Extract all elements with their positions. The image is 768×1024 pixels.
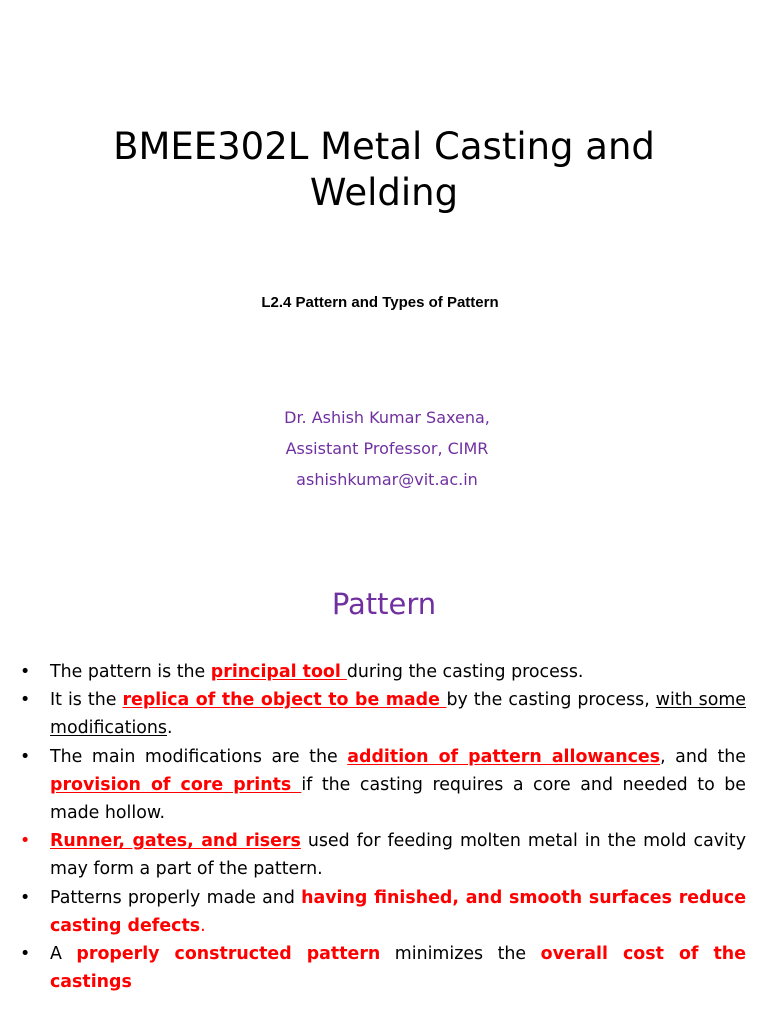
bullet-highlight: principal tool xyxy=(210,662,347,682)
bullet-text: minimizes the xyxy=(380,944,541,965)
bullet-text: A xyxy=(50,944,77,965)
bullet-item xyxy=(20,884,746,940)
bullet-item xyxy=(20,940,746,996)
bullet-text: , and the xyxy=(660,746,746,767)
bullet-dot-icon: • xyxy=(20,944,31,965)
bullet-highlight: properly constructed pattern xyxy=(76,944,381,965)
bullet-text: Patterns properly made and xyxy=(50,887,302,908)
bullet-dot-icon: • xyxy=(20,831,31,852)
author-name: Dr. Ashish Kumar Saxena, xyxy=(284,408,490,427)
bullet-dot-icon: • xyxy=(20,662,31,682)
bullet-item xyxy=(20,686,746,742)
author-email: ashishkumar@vit.ac.in xyxy=(296,470,478,489)
bullet-item xyxy=(20,658,746,686)
bullet-highlight: replica of the object to be made xyxy=(122,690,447,711)
bullet-list xyxy=(20,658,746,996)
bullet-highlight: provision of core prints xyxy=(50,774,302,795)
bullet-text: The main modifications are the xyxy=(50,746,348,767)
bullet-text: during the casting process. xyxy=(346,662,584,682)
bullet-dot-icon: • xyxy=(20,690,31,711)
bullet-highlight: having finished, and smooth surfaces reduce casting defects xyxy=(50,887,746,936)
bullet-text: . xyxy=(167,718,173,739)
slide-title: Pattern xyxy=(331,587,437,621)
bullet-item xyxy=(20,743,746,828)
bullet-dot-icon: • xyxy=(20,887,31,908)
bullet-highlight: addition of pattern allowances xyxy=(347,746,661,767)
bullet-highlight: Runner, gates, and risers xyxy=(50,831,301,852)
bullet-highlight-period: . xyxy=(200,915,206,936)
bullet-underlined-text: with some modifications xyxy=(50,690,747,739)
bullet-text: by the casting process, xyxy=(446,690,656,711)
author-block xyxy=(0,402,768,495)
pattern-slide xyxy=(0,552,768,1024)
bullet-dot-icon: • xyxy=(20,746,31,767)
bullet-text: used for feeding molten metal in the mold cavity may form a part of the pattern. xyxy=(50,831,746,880)
bullet-text: The pattern is the xyxy=(50,662,211,682)
bullet-text: It is the xyxy=(50,690,123,711)
presentation-title: BMEE302L Metal Casting and Welding xyxy=(113,125,655,214)
bullet-text: if the casting requires a core and needed to be made hollow. xyxy=(50,774,746,824)
lecture-subtitle: L2.4 Pattern and Types of Pattern xyxy=(261,294,499,311)
bullet-highlight: overall cost of the castings xyxy=(50,944,746,993)
bullet-item xyxy=(20,827,746,883)
author-position: Assistant Professor, CIMR xyxy=(285,439,489,458)
